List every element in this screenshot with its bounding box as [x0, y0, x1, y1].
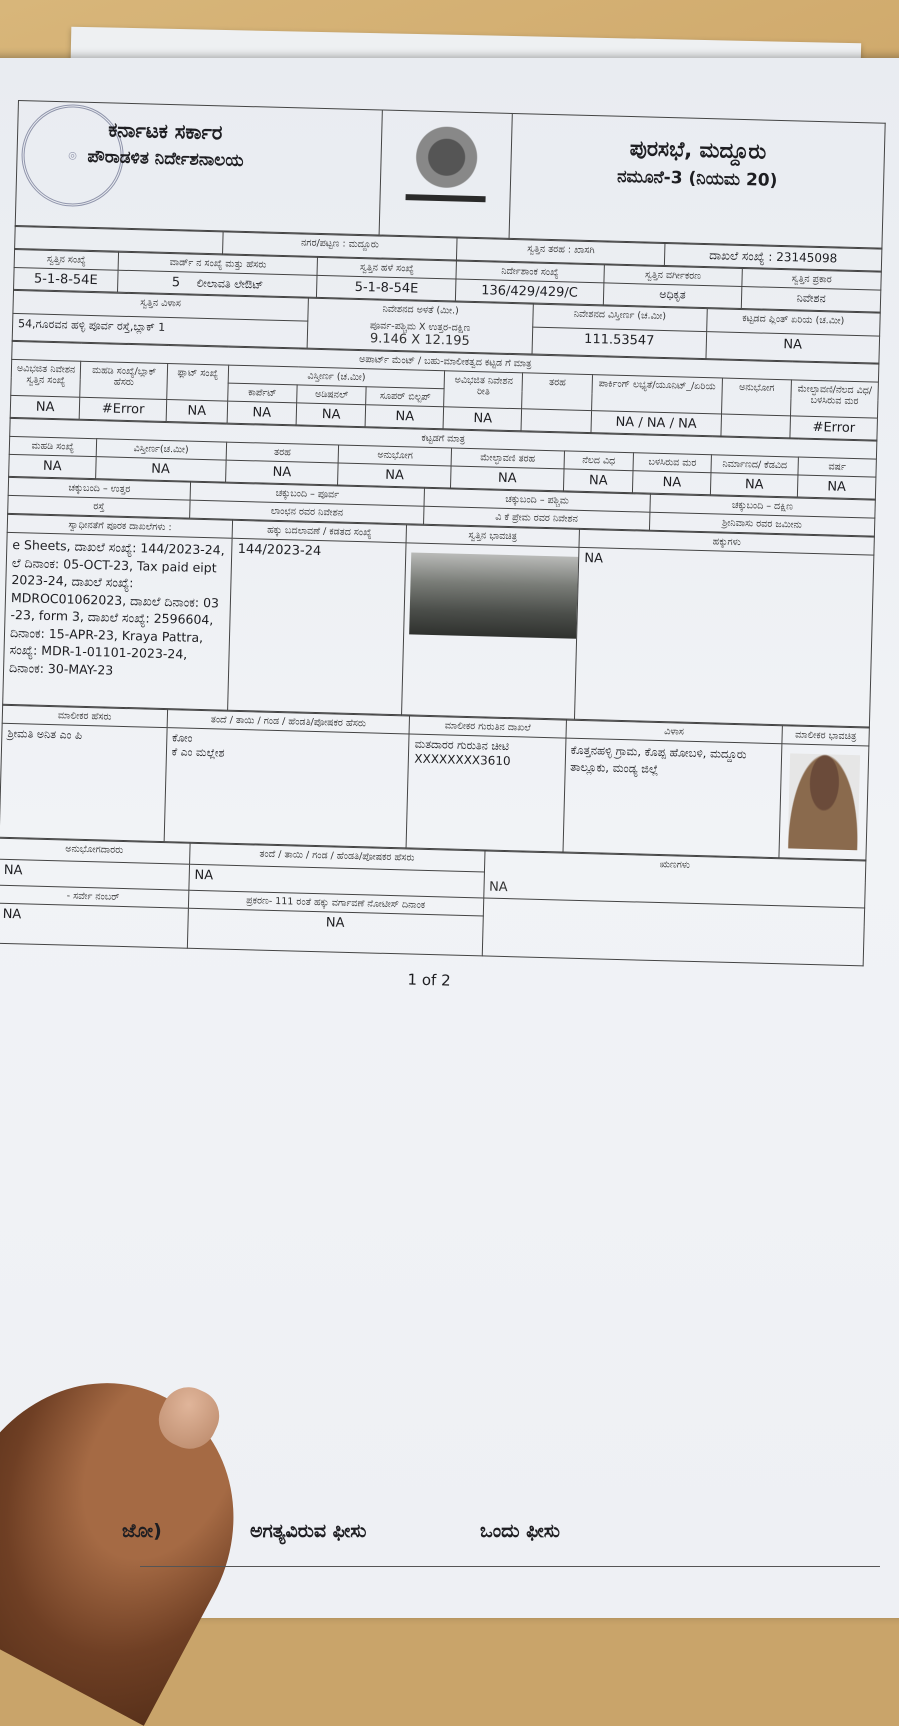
bld-v0: NA	[9, 454, 96, 478]
index-label: ನಿರ್ದೇಶಾಂಕ ಸಂಖ್ಯೆ	[456, 261, 604, 283]
index-no: 136/429/429/C	[456, 279, 604, 305]
owner-id-doc: ಮತದಾರರ ಗುರುತಿನ ಚೀಟಿ	[414, 737, 510, 754]
apt-v2: NA	[166, 399, 227, 423]
apt-v7	[521, 409, 591, 433]
address-label: ಸ್ವತ್ತಿನ ವಿಳಾಸ	[13, 290, 308, 320]
class-value: ಅಧಿಕೃತ	[603, 283, 742, 309]
apartment-title: ಅಪಾರ್ಟ್ ಮೆಂಟ್ / ಬಹು-ಮಾಲೀಕತ್ವದ ಕಟ್ಟಡ ಗೆ ಮಾತ್ರ	[12, 341, 879, 382]
owner-name: ಶ್ರೀಮತಿ ಅನಿತ ಎಂ ಪಿ	[0, 723, 167, 841]
class-label: ಸ್ವತ್ತಿನ ವರ್ಗೀಕರಣ	[603, 265, 742, 287]
apt-h1: ಮಹಡಿ ಸಂಖ್ಯೆ/ಬ್ಲಾಕ್ ಹೆಸರು	[80, 361, 168, 399]
bld-h2: ತರಹ	[226, 442, 339, 463]
bld-v7: NA	[711, 473, 798, 497]
form-document	[0, 100, 886, 1000]
old-no-label: ಸ್ವತ್ತಿನ ಹಳೆ ಸಂಖ್ಯೆ	[317, 257, 456, 279]
occupants-table	[0, 838, 866, 967]
dim-value: 9.146 X 12.195	[369, 331, 470, 349]
owner-address: ಕೊತ್ತನಹಳ್ಳಿ ಗ್ರಾಮ, ಕೊಪ್ಪ ಹೋಬಳಿ, ಮದ್ದೂರು ತಾಲ್ಲೂಕು, ಮಂಡ್ಯ ಜಿಲ್ಲೆ	[563, 738, 783, 858]
bld-h4: ಮೇಲ್ಛಾವಣಿ ತರಹ	[451, 448, 564, 469]
apt-h3: ಕಾರ್ಪೆಟ್	[227, 383, 297, 403]
bld-h7: ನಿರ್ಮಾಣದ/ ಕೆಡವಿದ	[711, 455, 798, 475]
apt-h10: ಮೇಲ್ಛಾವಣಿ/ನೆಲದ ವಿಧ/ಬಳಸಿರುವ ಮರ	[791, 380, 879, 418]
apt-h9: ಅನುಭೋಗ	[721, 378, 791, 416]
docs-h3: ಸ್ವತ್ತಿನ ಭಾವಚಿತ್ರ	[406, 525, 580, 548]
id-label: ಸ್ವತ್ತಿನ ಸಂಖ್ಯೆ	[14, 249, 118, 270]
owner-photo	[788, 753, 860, 850]
bld-h6: ಬಳಸಿರುವ ಮರ	[633, 453, 711, 473]
apt-v8: NA / NA / NA	[591, 411, 722, 436]
occ-v1: NA	[0, 859, 189, 890]
bld-h1: ವಿಸ್ತೀರ್ಣ(ಚ.ಮೀ)	[96, 439, 226, 460]
dim-label: ನಿವೇಶನದ ಅಳತೆ (ಮೀ.)	[382, 303, 459, 317]
bnd-v2: ವಿ ಕೆ ಪ್ರೇಮ ರವರ ನಿವೇಶನ	[424, 506, 650, 530]
area-value: 111.53547	[532, 327, 706, 359]
ward-no: 5	[171, 275, 181, 291]
bnd-v3: ಶ್ರೀನಿವಾಸು ರವರ ಜಮೀನು	[649, 512, 875, 536]
header-emblem	[379, 110, 512, 238]
occ-v2: NA	[189, 864, 484, 898]
ward-label: ವಾರ್ಡ್ ನ ಸಂಖ್ಯೆ ಮತ್ತು ಹೆಸರು	[118, 252, 318, 275]
apt-v1: #Error	[80, 397, 167, 421]
old-no: 5-1-8-54E	[317, 275, 456, 301]
own-h3: ವಿಳಾಸ	[566, 720, 783, 744]
property-type: ಸ್ವತ್ತಿನ ತರಹ : ಖಾಸಗಿ	[457, 238, 666, 265]
apt-h0: ಅವಿಭಜಿತ ನಿವೇಶನ ಸ್ವತ್ತಿನ ಸಂಖ್ಯೆ	[11, 359, 81, 397]
apt-area-group: ವಿಸ್ತೀರ್ಣ (ಚ.ಮೀ)	[228, 365, 445, 389]
ward-name: ಲೀಲಾವತಿ ಲೇಔಟ್	[196, 276, 264, 292]
property-photo-cell	[401, 543, 579, 719]
apt-v9	[721, 414, 791, 438]
bld-v3: NA	[338, 463, 451, 488]
area-label: ನಿವೇಶನದ ವಿಸ್ತೀರ್ಣ (ಚ.ಮೀ)	[533, 304, 707, 331]
bld-h0: ಮಹಡಿ ಸಂಖ್ಯೆ	[9, 436, 96, 456]
address-value: 54,ಗೂರವನ ಹಳ್ಳಿ ಪೂರ್ವ ರಸ್ತೆ,ಬ್ಲಾಕ್ 1	[12, 313, 307, 348]
bld-v6: NA	[633, 471, 712, 495]
occ-v4: NA	[0, 903, 188, 948]
apt-v4: NA	[296, 403, 366, 427]
header-left	[15, 101, 382, 235]
strip-b: ಅಗತ್ಯವಿರುವ ಫೀಸು	[250, 1520, 367, 1542]
bnd-h3: ಚಕ್ಕುಬಂದಿ – ದಕ್ಷಿಣ	[649, 494, 875, 518]
supporting-docs: e Sheets, ದಾಖಲೆ ಸಂಖ್ಯೆ: 144/2023-24, ಲೆ ದಿನಾಂಕ: 05-OCT-23, Tax paid eipt 2023-24, ದಾಖಲೆ ಸಂಖ್ಯೆ: MDROC01062023, ದಾಖಲೆ ದಿನಾಂಕ: 03 -23, form 3, ದಾಖಲೆ ಸಂಖ್ಯೆ: 2596604, ದಿನಾಂಕ: 15-APR-23, Kraya Pattra, ಸಂಖ್ಯೆ: MDR-1-01101-2023-24, ದಿನಾಂಕ: 30-MAY-23	[3, 532, 233, 710]
file-number: ದಾಖಲೆ ಸಂಖ್ಯೆ : 23145098	[665, 243, 882, 271]
apt-h6: ಅವಿಭಜಿತ ನಿವೇಶನ ರೀತಿ	[444, 371, 523, 409]
own-h4: ಮಾಲೀಕರ ಭಾವಚಿತ್ರ	[782, 726, 869, 746]
underlying-form-strip	[0, 1510, 899, 1570]
org-line2: ಪೌರಾಡಳಿತ ನಿರ್ದೇಶನಾಲಯ	[87, 146, 244, 171]
apt-v0: NA	[10, 395, 80, 419]
owner-table	[0, 705, 870, 861]
header-table	[15, 100, 886, 249]
city-label: ನಗರ/ಪಟ್ಟಣ : ಮದ್ದೂರು	[223, 232, 458, 260]
apt-h8: ಪಾರ್ಕಿಂಗ್ ಲಭ್ಯತೆ/ಯೂನಿಟ್_/ಏರಿಯ	[591, 375, 722, 414]
rights-value: NA	[575, 547, 874, 727]
org-line1: ಕರ್ನಾಟಕ ಸರ್ಕಾರ	[107, 117, 223, 145]
apt-v5: NA	[366, 405, 445, 429]
own-h0: ಮಾಲೀಕರ ಹೆಸರು	[2, 705, 167, 727]
dimension-cell	[307, 298, 534, 354]
apt-v3: NA	[227, 401, 297, 425]
docs-h4: ಹಕ್ಕುಗಳು	[579, 529, 874, 555]
docs-h2: ಹಕ್ಕು ಬದಲಾವಣೆ / ಕಡತದ ಸಂಖ್ಯೆ	[233, 520, 407, 543]
plinth-label: ಕಟ್ಟಡದ ಪ್ಲಿಂತ್ ಏರಿಯ (ಚ.ಮೀ)	[706, 309, 880, 336]
own-h1: ತಂದೆ / ತಾಯಿ / ಗಂಡ / ಹೆಂಡತಿ/ಪೋಷಕರ ಹೆಸರು	[167, 710, 410, 734]
mutation-no: 144/2023-24	[228, 538, 406, 714]
apt-h2: ಫ್ಲಾಟ್ ಸಂಖ್ಯೆ	[167, 364, 229, 402]
plinth-value: NA	[706, 331, 880, 363]
kind-label: ಸ್ವತ್ತಿನ ಪ್ರಕಾರ	[742, 269, 881, 291]
occ-h4: - ಸರ್ವೇ ನಂಬರ್	[0, 885, 189, 908]
owner-relative: ಕೆ ಎಂ ಮಲ್ಲೇಶ	[171, 745, 225, 760]
apt-v10: #Error	[790, 416, 877, 440]
encumbrance-blank	[482, 898, 865, 966]
form-title: ನಮೂನೆ-3 (ನಿಯಮ 20)	[616, 166, 778, 191]
bnd-h1: ಚಕ್ಕುಬಂದಿ – ಪೂರ್ವ	[190, 482, 424, 506]
occ-v5: NA	[187, 908, 483, 956]
page-number: 1 of 2	[407, 970, 451, 990]
dim-sub: ಪೂರ್ವ-ಪಶ್ಚಿಮ X ಉತ್ತರ-ದಕ್ಷಿಣ	[369, 320, 471, 334]
occ-h2: ತಂದೆ / ತಾಯಿ / ಗಂಡ / ಹೆಂಡತಿ/ಪೋಷಕರ ಹೆಸರು	[189, 843, 484, 872]
own-h2: ಮಾಲೀಕರ ಗುರುತಿನ ದಾಖಲೆ	[410, 716, 566, 738]
building-title: ಕಟ್ಟಡಗೆ ಮಾತ್ರ	[10, 418, 877, 459]
bnd-h0: ಚಕ್ಕುಬಂದಿ – ಉತ್ತರ	[8, 477, 190, 500]
apt-h7: ತರಹ	[522, 373, 592, 411]
docs-h1: ಸ್ವಾಧೀನತೆಗೆ ಪೂರಕ ದಾಖಲೆಗಳು :	[7, 514, 233, 538]
occ-h1: ಅನುಭೋಗದಾರರು	[0, 838, 190, 864]
property-id: 5-1-8-54E	[14, 267, 119, 292]
bnd-v1: ಲಾಂಛನ ರವರ ನಿವೇಶನ	[190, 500, 424, 524]
documents-table	[2, 514, 875, 728]
bld-v4: NA	[451, 466, 564, 491]
bld-v5: NA	[563, 469, 633, 493]
bld-v8: NA	[797, 475, 876, 499]
apt-h4: ಅಡಿಷನಲ್	[297, 385, 367, 405]
strip-line	[140, 1566, 880, 1567]
strip-a: ಜೋ)	[122, 1520, 162, 1542]
owner-relation: ಕೋಂ	[171, 731, 193, 745]
property-photo	[409, 552, 579, 638]
owner-relative-cell	[164, 728, 410, 848]
office-title: ಪುರಸಭೆ, ಮದ್ದೂರು	[629, 136, 767, 164]
bnd-v0: ರಸ್ತೆ	[8, 495, 190, 518]
bld-v2: NA	[225, 460, 338, 485]
bnd-h2: ಚಕ್ಕುಬಂದಿ – ಪಶ್ಚಿಮ	[424, 488, 650, 512]
municipal-seal-icon: ◎	[20, 103, 125, 208]
state-emblem-icon	[395, 124, 497, 207]
occ-h3: ಋಣಗಳು	[659, 859, 691, 871]
bld-v1: NA	[95, 457, 226, 482]
bld-h3: ಅನುಭೋಗ	[339, 445, 452, 466]
bld-h5: ನೆಲದ ವಿಧ	[564, 451, 634, 471]
kind-value: ನಿವೇಶನ	[742, 287, 881, 313]
strip-c: ಒಂದು ಫೀಸು	[480, 1520, 560, 1542]
owner-id-no: XXXXXXXX3610	[414, 751, 511, 769]
apt-v6: NA	[444, 407, 523, 431]
owner-photo-cell	[779, 744, 869, 860]
occ-h5: ಪ್ರಕರಣ- 111 ರಂತೆ ಹಕ್ಕು ವರ್ಗಾವಣೆ ನೋಟೀಸ್ ದಿನಾಂಕ	[188, 890, 483, 916]
bld-h8: ವರ್ಷ	[798, 457, 877, 477]
apt-h5: ಸೂಪರ್ ಬಿಲ್ಟಪ್	[366, 387, 444, 407]
owner-id-cell	[407, 734, 566, 852]
header-right	[509, 113, 885, 248]
occ-v3: NA	[488, 879, 508, 896]
